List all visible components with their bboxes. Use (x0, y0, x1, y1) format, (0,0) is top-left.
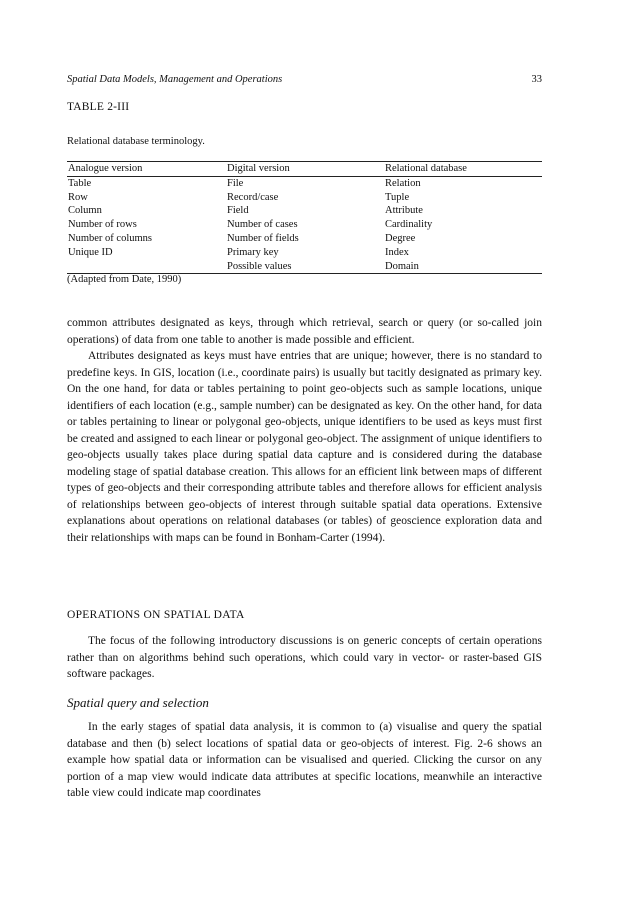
table-cell: Primary key (227, 246, 279, 258)
table-cell (67, 260, 227, 274)
running-title: Spatial Data Models, Management and Operations (67, 74, 283, 85)
column-header: Digital version (227, 163, 290, 174)
paragraph-continued: common attributes designated as keys, through which retrieval, search or query (or so-called join operations) of data from one table to another is made possible and efficient. (67, 317, 542, 346)
column-header: Relational database (385, 163, 467, 174)
table-cell: Number of cases (227, 219, 298, 231)
table-row (67, 218, 542, 232)
table-cell: Number of fields (227, 232, 299, 244)
table-cell: Number of columns (68, 232, 152, 244)
page-number: 33 (531, 74, 542, 85)
table-cell: Cardinality (385, 219, 433, 231)
table-cell: Possible values (227, 260, 292, 272)
table-cell: Column (68, 205, 102, 217)
table-cell: Number of rows (68, 219, 137, 231)
table-cell: Domain (385, 260, 419, 272)
table-cell: Field (227, 205, 249, 217)
paragraph-keys: Attributes designated as keys must have entries that are unique; however, there is no standard to predefine keys. In GIS, location (i.e., coordinate pairs) is usually but tacitly designated as primary key. On the one hand, for data or tables pertaining to point geo-objects such as sample locations, unique identifiers of each location (e.g., sample number) can be designated as key. On the other hand, for data or tables pertaining to linear or polygonal geo-objects, unique identifiers to be used as keys must first be created and assigned to each linear or polygonal geo-object. The assignment of unique identifiers to geo-objects usually takes place during spatial data capture and is considered during the database modeling stage of spatial database creation. This allows for an efficient link between maps of different types of geo-objects and their corresponding attribute tables and therefore allows for efficient analysis of relationships between geo-objects of interest through suitable spatial data operations. Extensive explanations about operations on relational databases (or tables) of geoscience exploration data and their relationships with maps can be found in Bonham-Carter (1994). (67, 350, 542, 544)
table-row (67, 232, 542, 246)
table-cell: Unique ID (68, 246, 113, 258)
subsection-heading: Spatial query and selection (67, 695, 209, 710)
section-heading: OPERATIONS ON SPATIAL DATA (67, 609, 245, 621)
table-label: TABLE 2-III (67, 101, 130, 113)
running-header (67, 74, 542, 86)
table-row (67, 246, 542, 260)
terminology-table (67, 161, 542, 274)
table-cell: Index (385, 246, 409, 258)
table-cell: Record/case (227, 191, 279, 203)
column-header: Analogue version (68, 163, 143, 174)
table-header-row (67, 162, 542, 177)
table-cell: Attribute (385, 205, 423, 217)
paragraph-spatial-query: In the early stages of spatial data analysis, it is common to (a) visualise and query the spatial database and then (b) select locations of spatial data or geo-objects of interest. Fig. 2-6 shows an example how spatial data or information can be visualised and queried. Clicking the cursor on any portion of a map view would indicate data attributes at specific locations, meanwhile an interactive table view could indicate map coordinates (67, 721, 542, 799)
table-cell: Degree (385, 232, 416, 244)
table-cell: Table (68, 177, 92, 189)
table-row (67, 204, 542, 218)
table-row (67, 260, 542, 274)
table-row (67, 177, 542, 191)
table-cell: Row (68, 191, 88, 203)
table-row (67, 191, 542, 205)
table-source-note: (Adapted from Date, 1990) (67, 274, 182, 285)
table-cell: Relation (385, 177, 421, 189)
table-caption: Relational database terminology. (67, 136, 205, 147)
table-cell: File (227, 177, 244, 189)
paragraph-operations-intro: The focus of the following introductory discussions is on generic concepts of certain operations rather than on algorithms behind such operations, which could vary in vector- or raster-based GIS software packages. (67, 635, 542, 680)
table-cell: Tuple (385, 191, 410, 203)
